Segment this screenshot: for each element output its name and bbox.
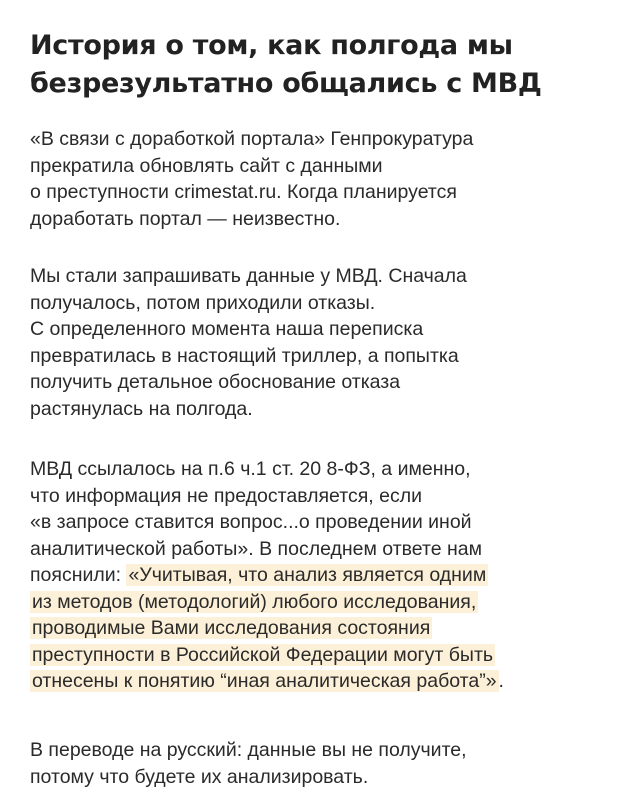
text-line: «в запросе ставится вопрос...о проведении иной [30, 511, 472, 533]
text-line [30, 615, 620, 642]
paragraph-conclusion [30, 737, 620, 790]
title-line: История о том, как полгода мы [30, 30, 513, 61]
text-line: потому что будете их анализировать. [30, 765, 369, 788]
text-fragment: . [498, 670, 504, 692]
text-line: Мы стали запрашивать данные у МВД. Сначала [30, 265, 467, 287]
text-line: «В связи с доработкой портала» Генпрокуратура [30, 128, 474, 150]
highlighted-quote: «Учитывая, что анализ является одним [128, 564, 487, 586]
text-line: аналитической работы». В последнем ответе нам [30, 537, 482, 560]
text-line: превратилась в настоящий триллер, а попытка [30, 344, 459, 367]
text-line: растянулась на полгода. [30, 397, 253, 420]
title-line: безрезультатно общались с МВД [30, 68, 542, 99]
text-line: прекратила обновлять сайт с данными [30, 154, 383, 177]
text-line: С определенного момента наша переписка [30, 318, 424, 340]
text-line: МВД ссылалось на п.6 ч.1 ст. 20 8-ФЗ, а именно, [30, 458, 471, 480]
highlighted-quote: отнесены к понятию “иная аналитическая работа”» [32, 670, 497, 692]
paragraph-mvd-response [30, 456, 620, 695]
text-line [30, 642, 620, 669]
highlighted-quote: проводимые Вами исследования состояния [32, 617, 431, 639]
paragraph-requests [30, 263, 620, 422]
highlighted-quote: из методов (методологий) любого исследования, [32, 590, 477, 613]
text-line: получить детальное обоснование отказа [30, 371, 401, 393]
post-title [30, 27, 620, 103]
paragraph-crimestat [30, 126, 620, 232]
text-line: что информация не предоставляется, если [30, 484, 422, 507]
text-line: доработать портал — неизвестно. [30, 207, 341, 230]
text-line [30, 668, 620, 695]
text-line: о преступности crimestat.ru. Когда планируется [30, 181, 457, 203]
text-line [30, 589, 620, 616]
text-fragment: пояснили: [30, 564, 127, 586]
text-line [30, 562, 620, 589]
highlighted-quote: преступности в Российской Федерации могут быть [32, 643, 494, 666]
text-line: В переводе на русский: данные вы не получите, [30, 739, 467, 761]
text-line: получалось, потом приходили отказы. [30, 291, 376, 314]
